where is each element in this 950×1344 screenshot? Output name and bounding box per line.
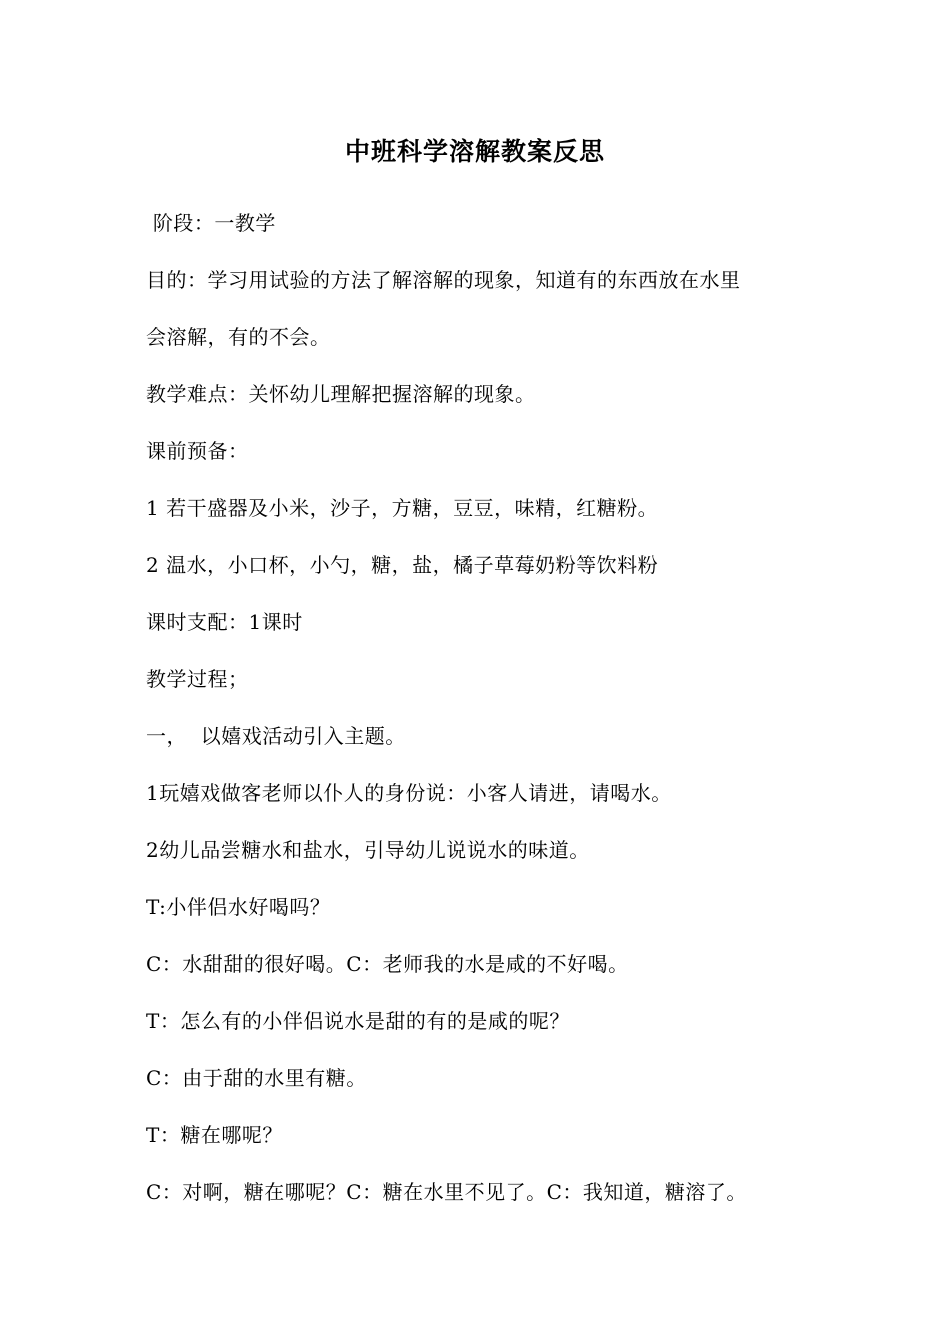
body-line: 会溶解，有的不会。	[146, 325, 331, 349]
body-line: 教学难点：关怀幼儿理解把握溶解的现象。	[146, 382, 536, 406]
body-line: 教学过程；	[146, 667, 249, 691]
body-line: 一， 以嬉戏活动引入主题。	[146, 724, 406, 748]
body-line: T：糖在哪呢？	[146, 1123, 283, 1147]
body-line: 2 温水，小口杯，小勺，糖，盐，橘子草莓奶粉等饮料粉	[146, 553, 659, 577]
body-line: 目的：学习用试验的方法了解溶解的现象，知道有的东西放在水里	[146, 268, 741, 292]
body-line: C：由于甜的水里有糖。	[146, 1066, 367, 1090]
body-line: 1玩嬉戏做客老师以仆人的身份说：小客人请进，请喝水。	[146, 781, 672, 805]
body-line: 课时支配：1课时	[146, 610, 303, 634]
body-line: C：对啊，糖在哪呢？C：糖在水里不见了。C：我知道，糖溶了。	[146, 1180, 747, 1204]
document-body	[146, 203, 846, 1229]
body-line: C：水甜甜的很好喝。C：老师我的水是咸的不好喝。	[146, 952, 629, 976]
body-line: 2幼儿品尝糖水和盐水，引导幼儿说说水的味道。	[146, 838, 590, 862]
body-line: T:小伴侣水好喝吗？	[146, 895, 331, 919]
body-line: 阶段：一教学	[146, 211, 276, 235]
document-title: 中班科学溶解教案反思	[344, 137, 605, 166]
body-line: 1 若干盛器及小米，沙子，方糖，豆豆，味精，红糖粉。	[146, 496, 659, 520]
body-line: T：怎么有的小伴侣说水是甜的有的是咸的呢？	[146, 1009, 570, 1033]
body-line: 课前预备：	[146, 439, 249, 463]
